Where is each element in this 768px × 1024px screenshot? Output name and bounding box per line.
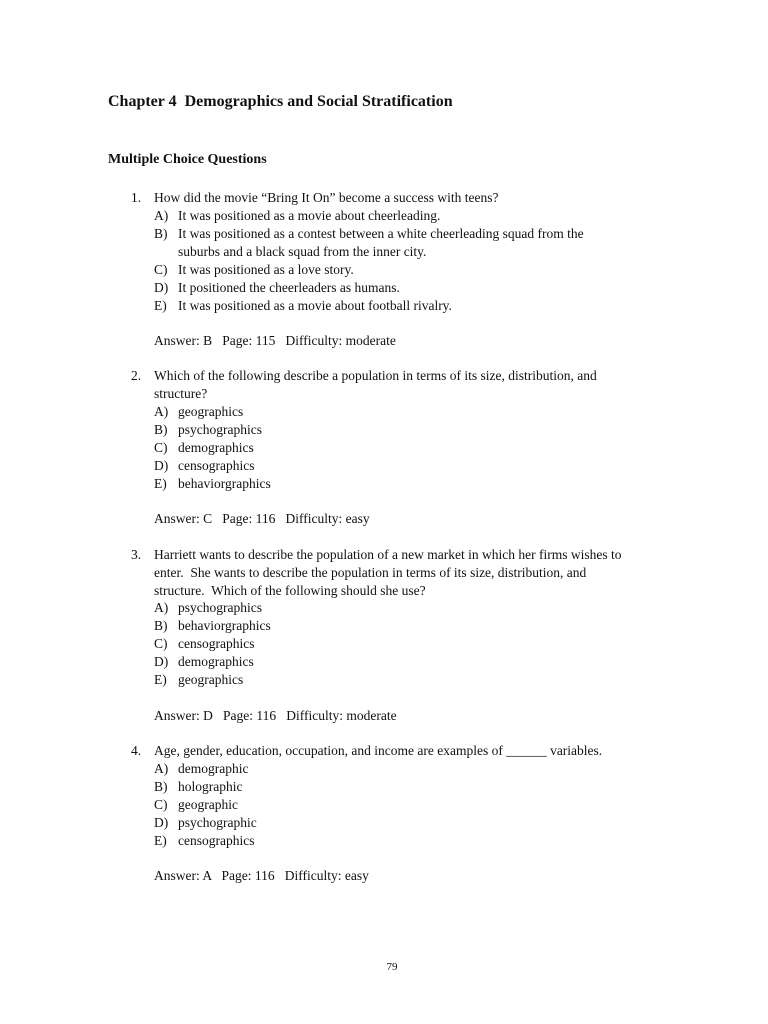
- choice-e: [154, 297, 674, 315]
- choice-text: It was positioned as a movie about football rivalry.: [178, 298, 452, 313]
- choice-letter: E): [154, 298, 167, 313]
- answer-line: Answer: B Page: 115 Difficulty: moderate: [154, 333, 396, 348]
- choice-letter: D): [154, 654, 169, 669]
- choice-c: [154, 439, 674, 457]
- choice-e: [154, 475, 674, 493]
- question-number: 4.: [131, 743, 142, 758]
- question-stem: Age, gender, education, occupation, and income are examples of ______ variables.: [154, 743, 603, 758]
- choice-text: demographics: [178, 440, 254, 455]
- choice-letter: A): [154, 600, 169, 615]
- choice-letter: D): [154, 815, 169, 830]
- choice-letter: E): [154, 476, 167, 491]
- choice-letter: C): [154, 797, 168, 812]
- choice-letter: A): [154, 208, 169, 223]
- choice-letter: C): [154, 262, 168, 277]
- choice-list: [154, 599, 674, 689]
- choice-b: [154, 617, 674, 635]
- question-number: 1.: [131, 190, 142, 205]
- choice-text: holographic: [178, 779, 243, 794]
- choice-d: [154, 814, 674, 832]
- choice-d: [154, 279, 674, 297]
- question-stem: How did the movie “Bring It On” become a success with teens?: [154, 190, 499, 205]
- choice-letter: B): [154, 422, 168, 437]
- question-number: 2.: [131, 368, 142, 383]
- choice-text: behaviorgraphics: [178, 476, 271, 491]
- choice-text: geographic: [178, 797, 238, 812]
- choice-text: demographic: [178, 761, 249, 776]
- choice-c: [154, 635, 674, 653]
- answer-line: Answer: A Page: 116 Difficulty: easy: [154, 868, 369, 883]
- choice-c: [154, 796, 674, 814]
- choice-text: It was positioned as a contest between a white cheerleading squad from the suburbs and a black squad from the inner city.: [178, 226, 584, 259]
- choice-a: [154, 207, 674, 225]
- choice-letter: B): [154, 618, 168, 633]
- choice-text: It positioned the cheerleaders as humans.: [178, 280, 400, 295]
- choice-letter: A): [154, 404, 169, 419]
- choice-a: [154, 403, 674, 421]
- choice-letter: A): [154, 761, 169, 776]
- choice-e: [154, 671, 674, 689]
- choice-text: It was positioned as a movie about cheerleading.: [178, 208, 441, 223]
- choice-b: [154, 225, 674, 261]
- choice-b: [154, 421, 674, 439]
- choice-a: [154, 760, 674, 778]
- page-number: 79: [386, 961, 398, 973]
- choice-text: censographics: [178, 458, 255, 473]
- choice-text: geographics: [178, 672, 244, 687]
- choice-list: [154, 760, 674, 850]
- choice-text: geographics: [178, 404, 244, 419]
- question-stem: Harriett wants to describe the population of a new market in which her firms wishes to enter. She wants to describe the population in terms of its size, distribution, and structure. Which of the following should she use?: [154, 547, 622, 598]
- chapter-title: Chapter 4 Demographics and Social Stratification: [108, 93, 453, 110]
- choice-d: [154, 653, 674, 671]
- choice-letter: D): [154, 458, 169, 473]
- choice-text: It was positioned as a love story.: [178, 262, 354, 277]
- choice-list: [154, 207, 674, 315]
- choice-d: [154, 457, 674, 475]
- choice-text: demographics: [178, 654, 254, 669]
- choice-letter: B): [154, 779, 168, 794]
- answer-line: Answer: D Page: 116 Difficulty: moderate: [154, 708, 397, 723]
- choice-text: psychographics: [178, 422, 262, 437]
- choice-letter: C): [154, 440, 168, 455]
- choice-letter: B): [154, 226, 168, 241]
- choice-letter: D): [154, 280, 169, 295]
- choice-text: censographics: [178, 833, 255, 848]
- choice-text: behaviorgraphics: [178, 618, 271, 633]
- choice-text: censographics: [178, 636, 255, 651]
- choice-text: psychographic: [178, 815, 257, 830]
- question-number: 3.: [131, 547, 142, 562]
- question-stem: Which of the following describe a population in terms of its size, distribution, and structure?: [154, 368, 597, 401]
- choice-a: [154, 599, 674, 617]
- choice-text: psychographics: [178, 600, 262, 615]
- choice-list: [154, 403, 674, 493]
- answer-line: Answer: C Page: 116 Difficulty: easy: [154, 511, 370, 526]
- choice-letter: E): [154, 672, 167, 687]
- choice-letter: C): [154, 636, 168, 651]
- section-title: Multiple Choice Questions: [108, 152, 267, 167]
- choice-letter: E): [154, 833, 167, 848]
- choice-e: [154, 832, 674, 850]
- choice-b: [154, 778, 674, 796]
- choice-c: [154, 261, 674, 279]
